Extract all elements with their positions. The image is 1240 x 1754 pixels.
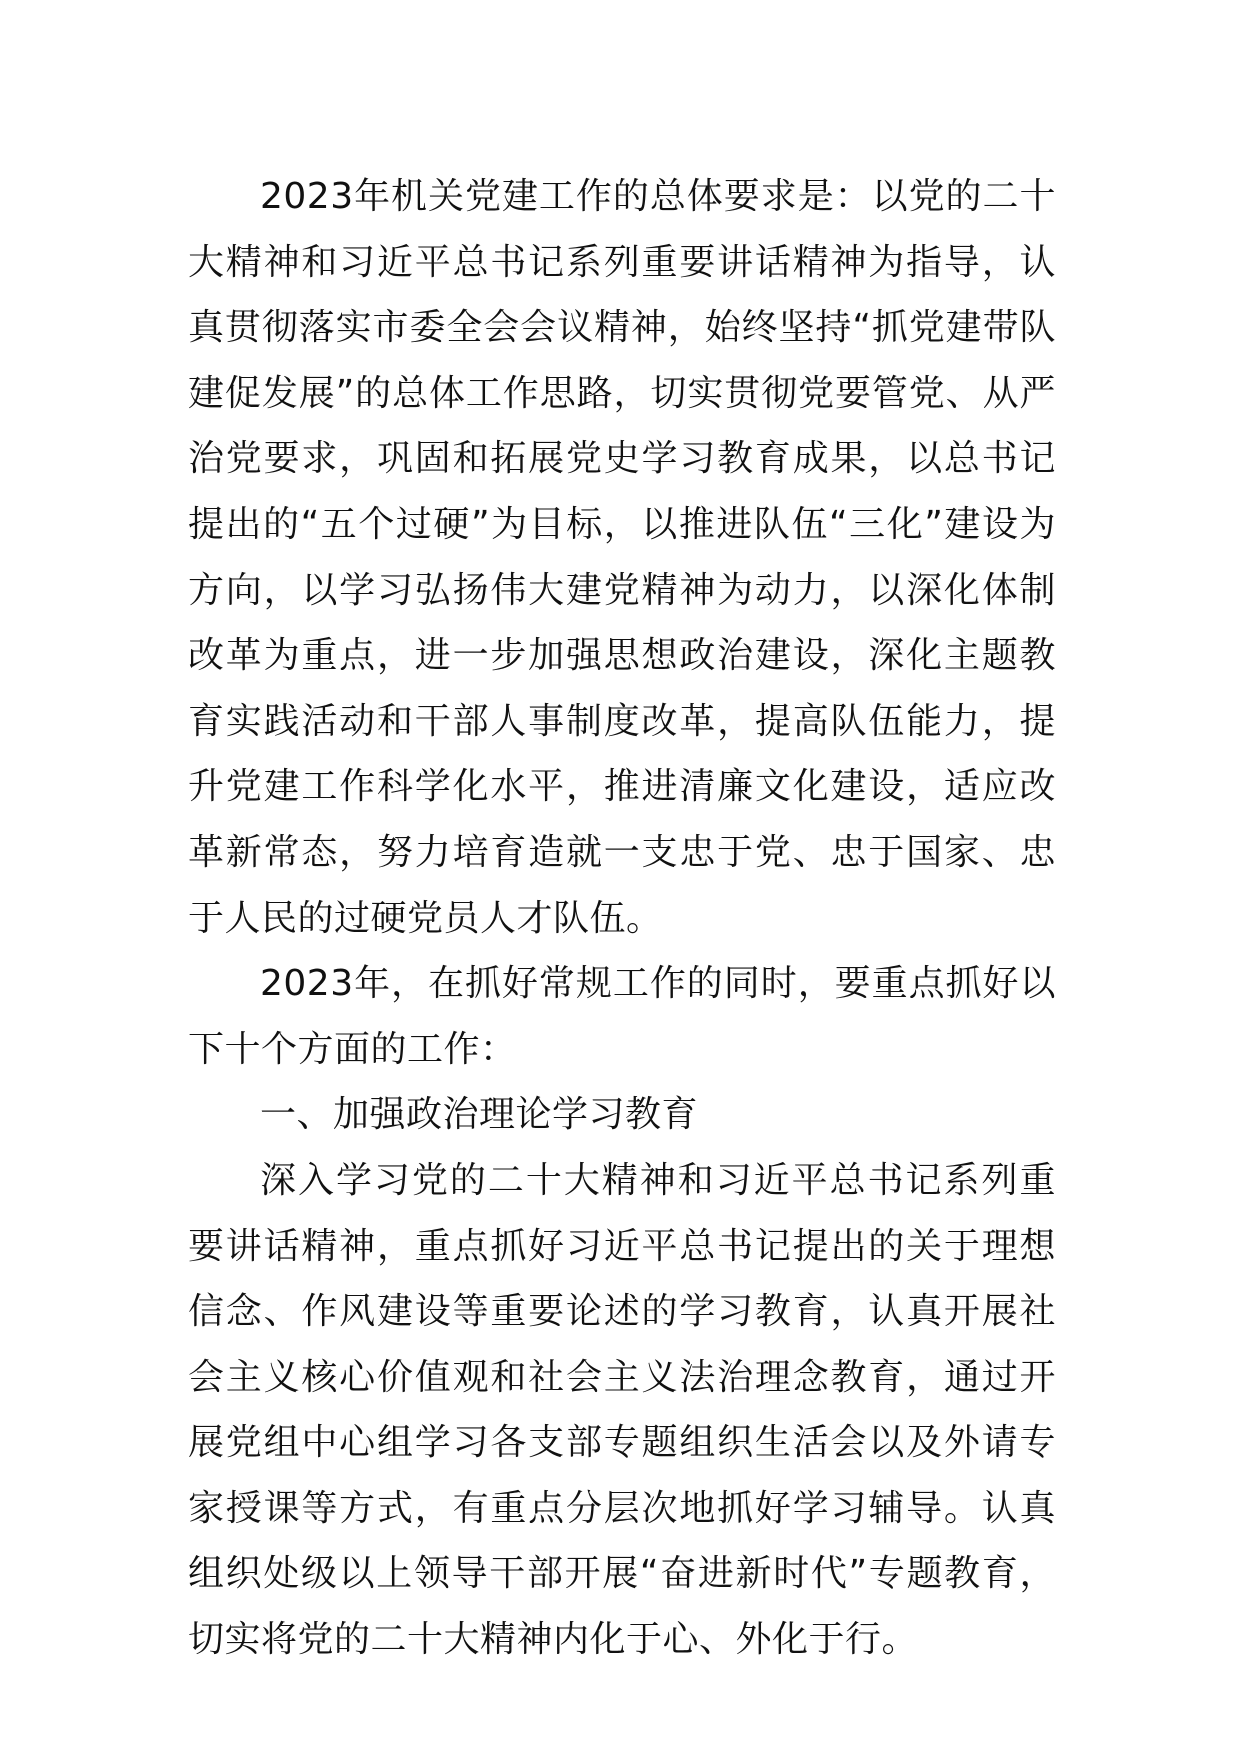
paragraph-key-tasks-intro: 2023年，在抓好常规工作的同时，要重点抓好以下十个方面的工作： bbox=[188, 963, 1056, 1070]
paragraph-overall-requirements: 2023年机关党建工作的总体要求是：以党的二十大精神和习近平总书记系列重要讲话精神为指导，认真贯彻落实市委全会会议精神，始终坚持“抓党建带队建促发展”的总体工作思路，切实贯彻党要管党、从严治党要求，巩固和拓展党史学习教育成果，以总书记提出的“五个过硬”为目标，以推进队伍“三化”建设为方向，以学习弘扬伟大建党精神为动力，以深化体制改革为重点，进一步加强思想政治建设，深化主题教育实践活动和干部人事制度改革，提高队伍能力，提升党建工作科学化水平，推进清廉文化建设，适应改革新常态，努力培育造就一支忠于党、忠于国家、忠于人民的过硬党员人才队伍。 bbox=[188, 176, 1056, 939]
document-body bbox=[188, 164, 1056, 1673]
section-heading-1: 一、加强政治理论学习教育 bbox=[260, 1094, 699, 1136]
paragraph-section-1-body: 深入学习党的二十大精神和习近平总书记系列重要讲话精神，重点抓好习近平总书记提出的关于理想信念、作风建设等重要论述的学习教育，认真开展社会主义核心价值观和社会主义法治理念教育，通过开展党组中心组学习各支部专题组织生活会以及外请专家授课等方式，有重点分层次地抓好学习辅导。认真组织处级以上领导干部开展“奋进新时代”专题教育，切实将党的二十大精神内化于心、外化于行。 bbox=[188, 1159, 1056, 1661]
